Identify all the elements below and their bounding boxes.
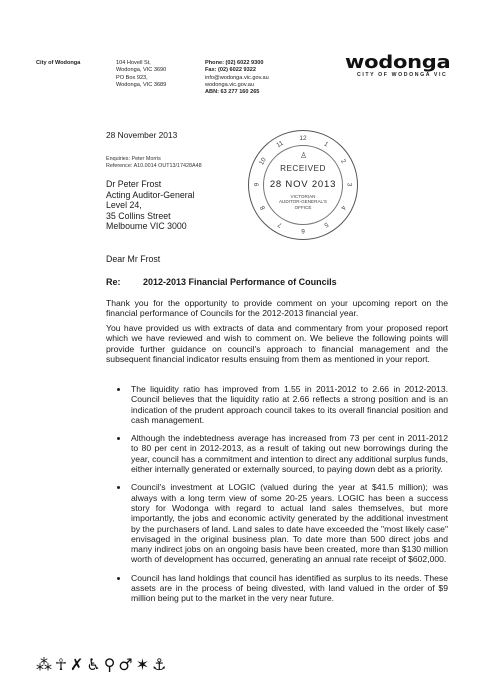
email-line: info@wodonga.vic.gov.au (205, 74, 269, 81)
postal-address (116, 60, 166, 89)
stamp-office-line: AUDITOR-GENERAL'S (278, 199, 327, 205)
figure-icon: ⁂ (36, 655, 52, 674)
stamp-ring-number: 6 (301, 227, 305, 234)
stamp-ring-number: 10 (258, 156, 268, 167)
salutation: Dear Mr Frost (106, 254, 161, 264)
footer-icon-row (36, 655, 167, 674)
stamp-office (249, 194, 357, 210)
bullet-icon (117, 486, 120, 489)
stamp-office-line: VICTORIAN (290, 194, 316, 199)
logo-wordmark: wodonga (345, 51, 451, 73)
address-line: 104 Hovell St, (116, 60, 151, 66)
phone-line: Phone: (02) 6022 9300 (205, 60, 264, 66)
stamp-date: 28 NOV 2013 (269, 179, 337, 190)
bullet-text: Council's investment at LOGIC (valued during the year at $41.5 million); was always with a long term view of some 20-25 years. LOGIC has been a success story for Wodonga with regard to actual land sales themselves, but more importantly, the jobs and economic activity generated by the additional investment by the purchasers of land. Land sales to date have exceeded the "most likely case" envisaged in the original business plan. To date more than 500 direct jobs and many indirect jobs on an ongoing basis have been created, more than $130 million worth of development has occurred, generating an annual rate receipt of $602,000. (131, 482, 448, 565)
intro-paragraph: Thank you for the opportunity to provide comment on your upcoming report on the financial performance of Councils for the 2012-2013 financial year. (106, 298, 448, 319)
stamp-ring-number: 1 (322, 140, 330, 149)
stamp-ring-number: 4 (338, 204, 347, 211)
bullet-text: Council has land holdings that council has identified as surplus to its needs. These assets are in the process of being divested, with land valued in the order of $9 million being put to the market in the very near future. (131, 572, 448, 604)
list-item (106, 384, 448, 425)
stamp-ring-number: 7 (276, 220, 284, 229)
city-logo (345, 50, 455, 78)
enquiries-line: Enquiries: Peter Morris (106, 156, 161, 162)
list-item (106, 433, 448, 474)
list-item (106, 482, 448, 564)
abn-line: ABN: 63 277 160 265 (205, 89, 260, 96)
website-line: wodonga.vic.gov.au (205, 81, 255, 88)
crown-icon: ♙ (300, 151, 308, 160)
stamp-ring-number: 2 (338, 158, 347, 165)
stamp-ring-number: 8 (259, 204, 268, 211)
stamp-title: RECEIVED (280, 164, 326, 173)
bullet-icon (117, 437, 120, 440)
list-item (106, 573, 448, 604)
recipient-address (106, 179, 195, 232)
stamp-ring-number: 11 (275, 139, 285, 150)
recipient-line: Dr Peter Frost (106, 179, 162, 189)
wheelchair-icon: ♿ (86, 655, 101, 674)
stamp-ring-number: 3 (345, 182, 353, 187)
stamp-ring-number: 12 (299, 135, 307, 142)
stamp-ring-number: 5 (322, 220, 330, 229)
stamp-ring-number: 9 (253, 182, 261, 187)
address-line: Wodonga, VIC 3689 (116, 81, 167, 88)
re-label: Re: (106, 277, 121, 287)
re-subject: 2012-2013 Financial Performance of Councils (143, 277, 337, 287)
bullet-text: Although the indebtedness average has increased from 73 per cent in 2011-2012 to 80 per cent in 2012-2013, as a result of taking out new borrowings during the year, council has a commitment and intention to direct any additional surplus funds, either internally generated or externally sourced, to paying down debt as a priority. (131, 433, 448, 475)
logo-subtitle: CITY OF WODONGA VIC (357, 72, 448, 78)
figure-icon: ☥ (55, 655, 67, 674)
address-line: PO Box 923, (116, 74, 148, 81)
context-paragraph: You have provided us with extracts of data and commentary from your proposed report which we have reviewed and wish to comment on. We believe the following points will provide further guidance on council's approach to financial management and the subsequent financial indicator results ensuing from them as mentioned in your report. (106, 323, 448, 364)
recipient-line: Level 24, (106, 200, 142, 211)
bullet-list (106, 384, 448, 604)
reference-line: Reference: A10.0014 OUT13/17428A48 (106, 163, 202, 169)
stamp-office-line: OFFICE (294, 204, 312, 210)
bullet-icon (117, 388, 120, 391)
figure-icon: ⚓ (152, 655, 167, 674)
received-stamp (248, 130, 358, 240)
fax-line: Fax: (02) 6022 9322 (205, 67, 256, 74)
bullet-text: The liquidity ratio has improved from 1.55 in 2011-2012 to 2.66 in 2012-2013. Council believes that the liquidity ratio at 2.66 reflects a strong position and is an indication of the prudent approach council takes to its overall financial position and cash management. (131, 384, 448, 425)
figure-icon: ⚲ (103, 655, 116, 674)
address-line: Wodonga, VIC 3690 (116, 67, 167, 74)
recipient-line: Acting Auditor-General (106, 189, 195, 200)
figure-icon: ✶ (135, 655, 150, 674)
recipient-line: 35 Collins Street (106, 210, 171, 221)
figure-icon: ♂ (118, 655, 133, 674)
org-name: City of Wodonga (36, 60, 81, 66)
bullet-icon (117, 577, 120, 580)
figure-icon: ✗ (69, 655, 84, 674)
recipient-line: Melbourne VIC 3000 (106, 221, 187, 232)
contact-block (205, 60, 269, 96)
letter-date: 28 November 2013 (106, 130, 178, 140)
